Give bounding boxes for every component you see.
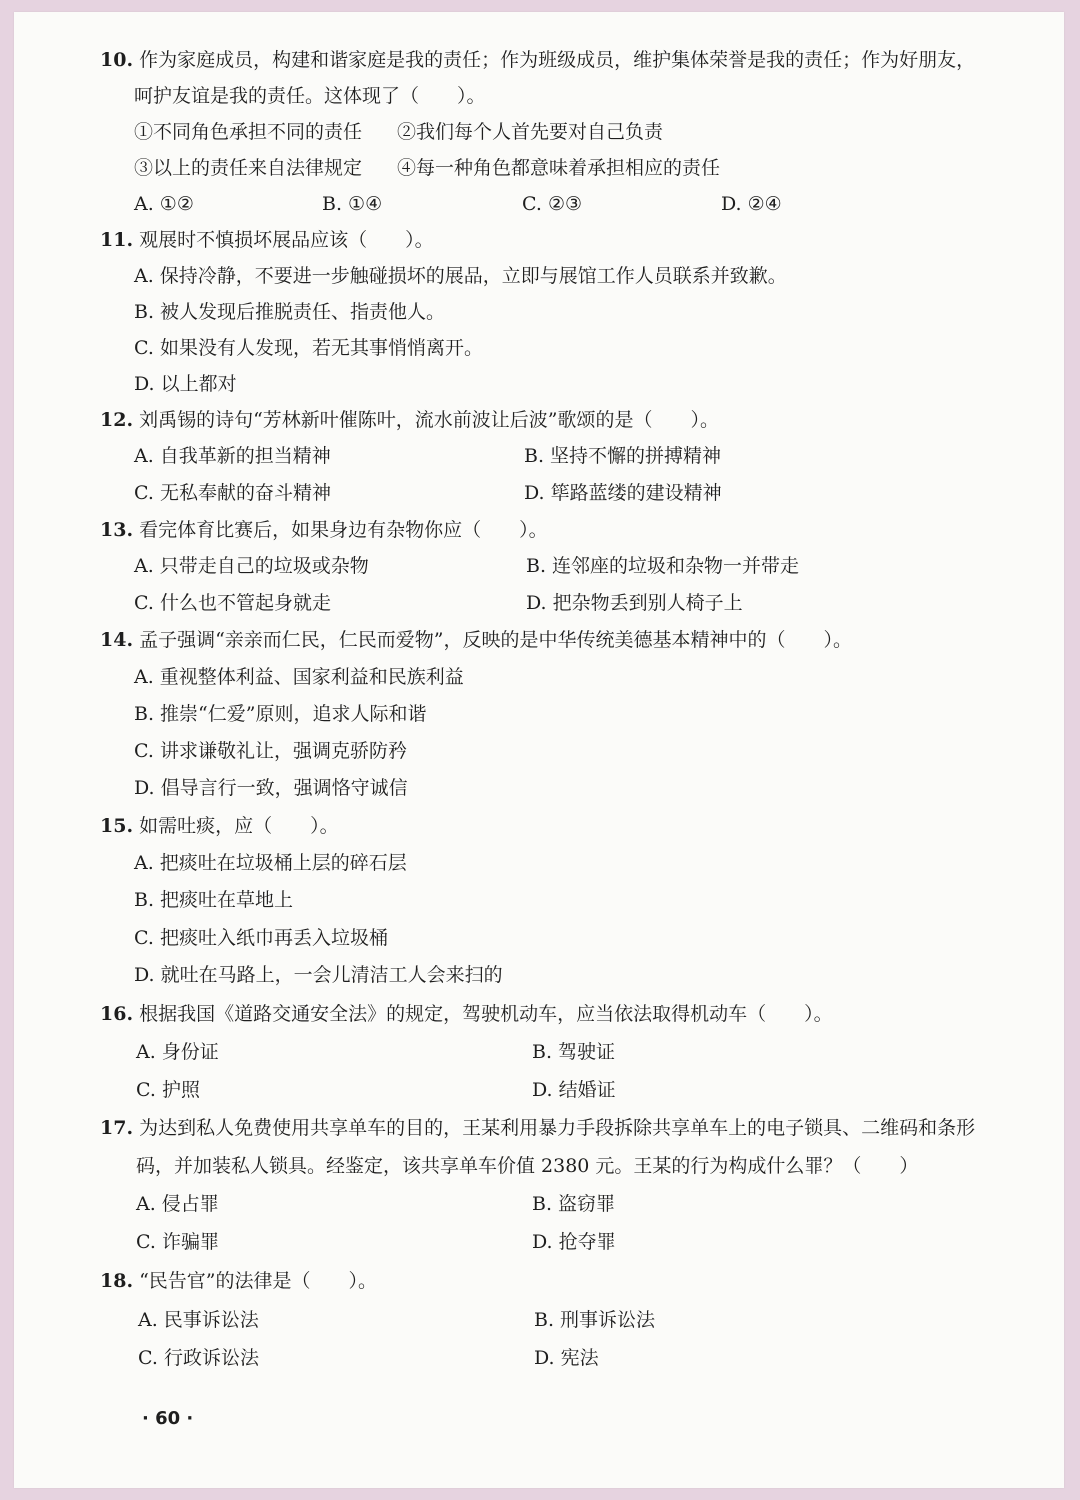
question-stem: 看完体育比赛后，如果身边有杂物你应（ ）。 <box>139 519 548 541</box>
question-number: 12. <box>100 409 134 431</box>
option-c: C. 护照 <box>136 1079 200 1101</box>
option-a: A. 民事诉讼法 <box>138 1309 259 1331</box>
option-b: B. 盗窃罪 <box>532 1193 616 1215</box>
option-b: B. 推崇“仁爱”原则，追求人际和谐 <box>134 703 427 725</box>
option-a: A. 身份证 <box>136 1041 219 1063</box>
question-stem: 根据我国《道路交通安全法》的规定，驾驶机动车，应当依法取得机动车（ ）。 <box>139 1003 833 1025</box>
option-d: D. 抢夺罪 <box>532 1231 616 1253</box>
option-d: D. 就吐在马路上，一会儿清洁工人会来扫的 <box>134 964 503 986</box>
statement: ②我们每个人首先要对自己负责 <box>397 121 664 143</box>
question-stem: 刘禹锡的诗句“芳林新叶催陈叶，流水前波让后波”歌颂的是（ ）。 <box>139 409 719 431</box>
option-a: A. 把痰吐在垃圾桶上层的碎石层 <box>134 852 407 874</box>
option-c: C. 讲求谦敬礼让，强调克骄防矜 <box>134 740 407 762</box>
option-c: C. 把痰吐入纸巾再丢入垃圾桶 <box>134 927 388 949</box>
question-12 <box>100 402 719 438</box>
question-14 <box>100 622 852 658</box>
option-a: A. 只带走自己的垃圾或杂物 <box>134 555 369 577</box>
option-b: B. 驾驶证 <box>532 1041 616 1063</box>
option-d: D. 以上都对 <box>134 373 237 395</box>
option-c: C. 诈骗罪 <box>136 1231 219 1253</box>
question-stem-line: 码，并加装私人锁具。经鉴定，该共享单车价值 2380 元。王某的行为构成什么罪？（ ） <box>136 1155 919 1177</box>
question-17 <box>100 1110 975 1146</box>
statement: ①不同角色承担不同的责任 <box>134 121 363 143</box>
option-d: D. 倡导言行一致，强调恪守诚信 <box>134 777 408 799</box>
question-stem-line: 呵护友谊是我的责任。这体现了（ ）。 <box>134 85 486 107</box>
page-number: · 60 · <box>142 1408 194 1429</box>
option-a: A. 保持冷静，不要进一步触碰损坏的展品，立即与展馆工作人员联系并致歉。 <box>134 265 787 287</box>
question-stem: 作为家庭成员，构建和谐家庭是我的责任；作为班级成员，维护集体荣誉是我的责任；作为好朋友， <box>139 49 976 71</box>
option-b: B. 连邻座的垃圾和杂物一并带走 <box>526 555 800 577</box>
question-11 <box>100 222 434 258</box>
question-number: 14. <box>100 629 134 651</box>
question-number: 11. <box>100 229 134 251</box>
question-15 <box>100 808 339 844</box>
question-number: 10. <box>100 49 134 71</box>
option-a: A. 侵占罪 <box>136 1193 219 1215</box>
statement: ④每一种角色都意味着承担相应的责任 <box>397 157 721 179</box>
question-number: 13. <box>100 519 134 541</box>
option-c: C. 什么也不管起身就走 <box>134 592 331 614</box>
statement: ③以上的责任来自法律规定 <box>134 157 363 179</box>
question-stem: 观展时不慎损坏展品应该（ ）。 <box>139 229 434 251</box>
option-a: A. ①② <box>134 193 194 215</box>
question-number: 17. <box>100 1117 134 1139</box>
option-b: B. 刑事诉讼法 <box>534 1309 656 1331</box>
option-c: C. ②③ <box>522 193 583 215</box>
question-number: 15. <box>100 815 134 837</box>
option-d: D. 筚路蓝缕的建设精神 <box>524 482 722 504</box>
option-d: D. ②④ <box>721 193 782 215</box>
option-b: B. 坚持不懈的拼搏精神 <box>524 445 722 467</box>
option-c: C. 如果没有人发现，若无其事悄悄离开。 <box>134 337 483 359</box>
question-number: 18. <box>100 1270 134 1292</box>
option-b: B. ①④ <box>322 193 383 215</box>
option-c: C. 无私奉献的奋斗精神 <box>134 482 331 504</box>
option-b: B. 把痰吐在草地上 <box>134 889 294 911</box>
option-d: D. 结婚证 <box>532 1079 616 1101</box>
option-b: B. 被人发现后推脱责任、指责他人。 <box>134 301 446 323</box>
question-stem: 为达到私人免费使用共享单车的目的，王某利用暴力手段拆除共享单车上的电子锁具、二维码和条形 <box>139 1117 976 1139</box>
question-13 <box>100 512 548 548</box>
option-d: D. 宪法 <box>534 1347 599 1369</box>
option-a: A. 重视整体利益、国家利益和民族利益 <box>134 666 464 688</box>
option-a: A. 自我革新的担当精神 <box>134 445 331 467</box>
question-16 <box>100 996 833 1032</box>
question-number: 16. <box>100 1003 134 1025</box>
exam-page <box>14 12 1064 1488</box>
question-10 <box>100 42 975 78</box>
question-18 <box>100 1263 377 1299</box>
question-stem: “民告官”的法律是（ ）。 <box>139 1270 377 1292</box>
question-stem: 如需吐痰，应（ ）。 <box>139 815 339 837</box>
option-c: C. 行政诉讼法 <box>138 1347 259 1369</box>
question-stem: 孟子强调“亲亲而仁民，仁民而爱物”，反映的是中华传统美德基本精神中的（ ）。 <box>139 629 852 651</box>
option-d: D. 把杂物丢到别人椅子上 <box>526 592 743 614</box>
